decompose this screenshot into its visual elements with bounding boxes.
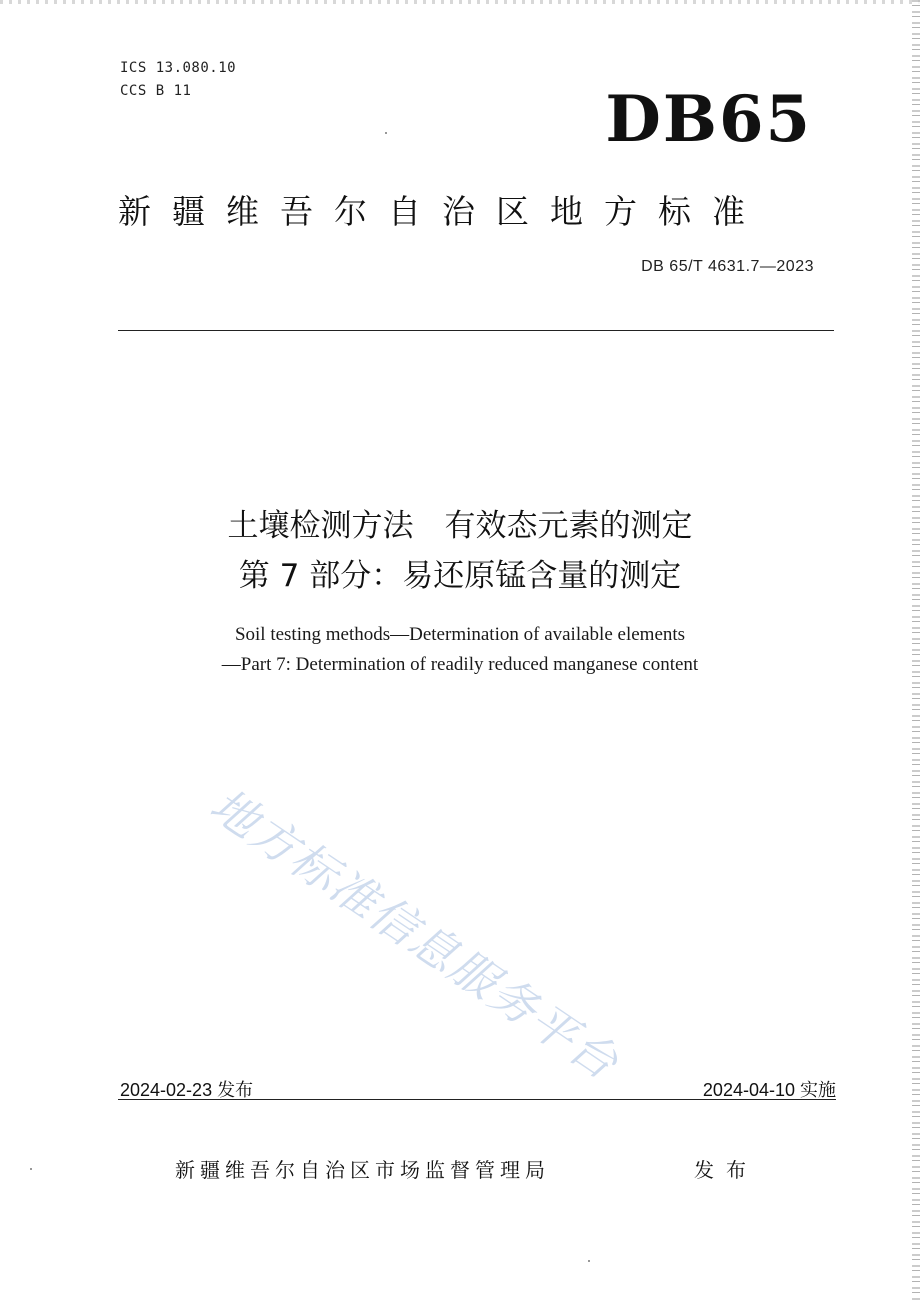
ccs-code: CCS B 11 [120, 83, 192, 99]
publish-date: 2024-02-23 发布 [120, 1080, 254, 1100]
standard-code-logo: DB65 [605, 82, 812, 157]
standard-type-title: 新疆维吾尔自治区地方标准 [118, 192, 766, 231]
implementation-date: 2024-04-10 实施 [702, 1080, 836, 1100]
scan-speck [385, 132, 387, 134]
english-title-line-2: —Part 7: Determination of readily reduced manganese content [221, 654, 699, 675]
scan-edge-top [0, 0, 920, 4]
ics-code: ICS 13.080.10 [120, 60, 237, 76]
english-title-line-1: Soil testing methods—Determination of available elements [234, 624, 686, 645]
top-divider [118, 330, 834, 331]
issuing-authority: 新疆维吾尔自治区市场监督管理局 [175, 1158, 550, 1182]
chinese-title-line-1: 土壤检测方法 有效态元素的测定 [227, 508, 693, 544]
issue-label: 发布 [694, 1158, 758, 1182]
watermark: 地方标准信息服务平台 [200, 777, 629, 1091]
scan-speck [30, 1168, 32, 1170]
scan-speck [588, 1260, 590, 1262]
bottom-divider [118, 1099, 836, 1100]
chinese-title-line-2: 第 7 部分：易还原锰含量的测定 [238, 558, 682, 594]
scan-edge-right [912, 0, 920, 1302]
standard-number: DB 65/T 4631.7—2023 [641, 258, 814, 275]
